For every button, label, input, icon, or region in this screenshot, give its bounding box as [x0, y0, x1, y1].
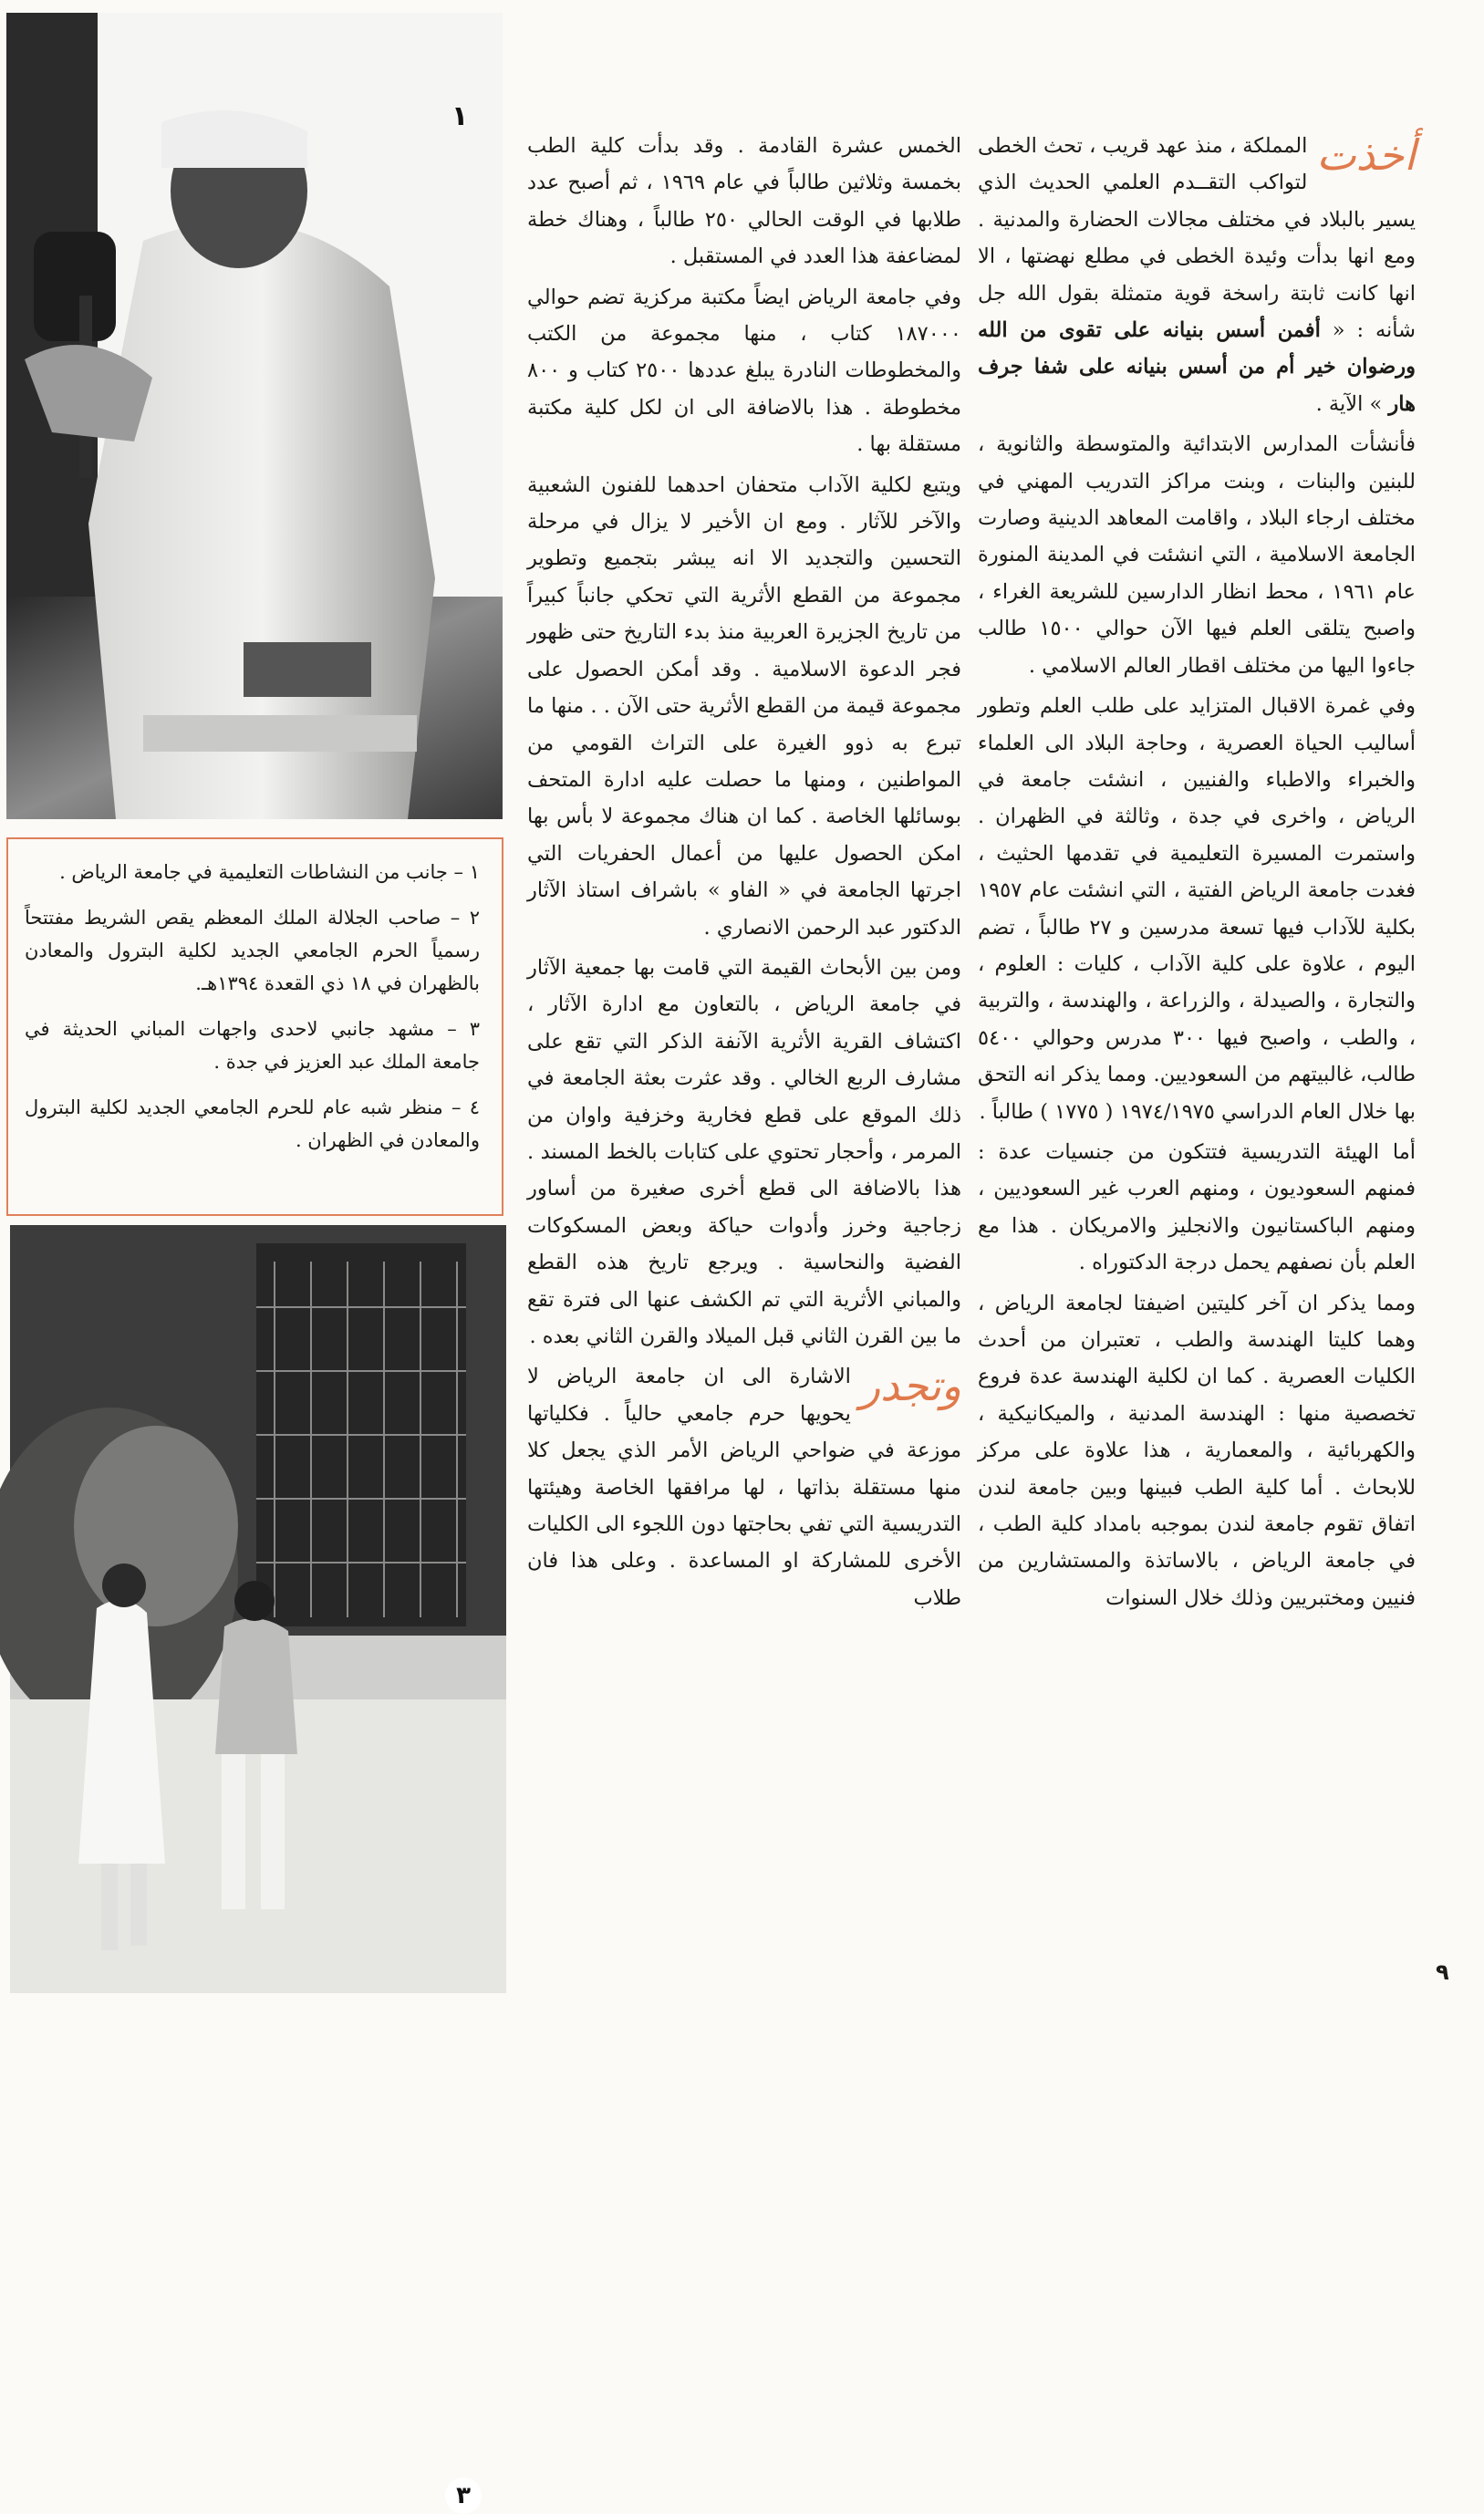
lab-photo [6, 13, 503, 819]
caption-2: ٢ – صاحب الجلالة الملك المعظم يقص الشريط مفتتحاً رسمياً الحرم الجامعي الجديد لكلية البترول والمعادن بالظهران في ١٨ ذي القعدة ١٣٩٤هـ. [25, 907, 480, 994]
photo-number-3: ٣ [445, 2478, 482, 2514]
article-column-right [978, 128, 1416, 1879]
paragraph-4: أما الهيئة التدريسية فتتكون من جنسيات عدة : فمنهم السعوديون ، ومنهم العرب غير السعوديين ، ومنهم الباكستانيون والانجليز والامريكان . هذا مع العلم بأن نصفهم يحمل درجة الدكتوراه . [978, 1139, 1416, 1275]
paragraph-5: ومما يذكر ان آخر كليتين اضيفتا لجامعة الرياض ، وهما كليتا الهندسة والطب ، تعتبران من أحدث الكليات العصرية . كما ان لكلية الهندسة عدة فروع تخصصية منها : الهندسة المدنية ، والميكانيكية ، والكهربائية ، والمعمارية ، هذا علاوة على مركز للابحاث . أما كلية الطب فبينها وبين جامعة لندن اتفاق تقوم جامعة لندن بموجبه بامداد كلية الطب ، في جامعة الرياض ، بالاساتذة والمستشارين من فنيين ومختبريين وذلك خلال السنوات [978, 1291, 1416, 1610]
photo-number-1: ١ [451, 100, 469, 132]
paragraph-2: فأنشأت المدارس الابتدائية والمتوسطة والثانوية ، للبنين والبنات ، وبنت مراكز التدريب المهني في مختلف ارجاء البلاد ، واقامت المعاهد الدينية وصارت الجامعة الاسلامية ، التي انشئت في المدينة المنورة عام ١٩٦١ ، محط انظار الدارسين للشريعة الغراء ، واصبح يتلقى العلم فيها الآن حوالي ١٥٠٠ طالب جاءوا اليها من مختلف اقطار العالم الاسلامي . [978, 432, 1416, 678]
paragraph-1 [978, 128, 1416, 422]
dropcap-word: أخذت [1316, 130, 1416, 180]
quran-quote: أفمن أسس بنيانه على تقوى من الله ورضوان خير أم من أسس بنيانه على شفا جرف هار [978, 318, 1416, 416]
paragraph-10-text: الاشارة الى ان جامعة الرياض لا يحويها حرم جامعي حالياً . فكلياتها موزعة في ضواحي الرياض الأمر الذي يجعل كلا منها مستقلة بذاتها ، لها مرافقها الخاصة وهيئتها التدريسية التي تفي بحاجتها دون اللجوء الى الكليات الأخرى للمشاركة او المساعدة . وعلى هذا فان طلاب [527, 1365, 961, 1610]
article-column-left [527, 128, 961, 1888]
paragraph-3: وفي غمرة الاقبال المتزايد على طلب العلم وتطور أساليب الحياة العصرية ، وحاجة البلاد الى العلماء والخبراء والاطباء والفنيين ، انشئت جامعة في الرياض ، واخرى في جدة ، وثالثة في الظهران . واستمرت المسيرة التعليمية في تقدمها الحثيث ، فغدت جامعة الرياض الفتية ، التي انشئت عام ١٩٥٧ بكلية للآداب فيها تسعة مدرسين و ٢٧ طالباً ، تضم اليوم ، علاوة على كلية الآداب ، كليات : العلوم ، والتجارة ، والصيدلة ، والزراعة ، والهندسة ، والتربية ، والطب ، واصبح فيها ٣٠٠ مدرس وحوالي ٥٤٠٠ طالب، غالبيتهم من السعوديين. ومما يذكر انه التحق بها خلال العام الدراسي ١٩٧٤/١٩٧٥ ( ١٧٧٥ ) طالباً . [978, 694, 1416, 1124]
caption-4: ٤ – منظر شبه عام للحرم الجامعي الجديد لكلية البترول والمعادن في الظهران . [25, 1096, 480, 1151]
campus-photo-image [10, 1225, 506, 1993]
caption-1: ١ – جانب من النشاطات التعليمية في جامعة الرياض . [59, 861, 480, 883]
paragraph-6: الخمس عشرة القادمة . وقد بدأت كلية الطب بخمسة وثلاثين طالباً في عام ١٩٦٩ ، ثم أصبح عدد طلابها في الوقت الحالي ٢٥٠ طالباً ، وهناك خطة لمضاعفة هذا العدد في المستقبل . [527, 134, 961, 269]
caption-3: ٣ – مشهد جانبي لاحدى واجهات المباني الحديثة في جامعة الملك عبد العزيز في جدة . [25, 1018, 480, 1073]
lab-photo-image [6, 13, 503, 819]
intro-text: المملكة ، منذ عهد قريب ، تحث الخطى لتواكب التقــدم العلمي الحديث الذي يسير بالبلاد في مختلف مجالات الحضارة والمدنية . ومع انها بدأت وئيدة الخطى في مطلع نهضتها ، الا انها كانت ثابتة راسخة قوية متمثلة بقول الله جل شأنه : « [978, 134, 1416, 343]
paragraph-9: ومن بين الأبحاث القيمة التي قامت بها جمعية الآثار في جامعة الرياض ، بالتعاون مع ادارة الآثار ، اكتشاف القرية الأثرية الآنفة الذكر التي تقع على مشارف الربع الخالي . وقد عثرت بعثة الجامعة في ذلك الموقع على قطع فخارية وخزفية واوان من المرمر ، وأحجار تحتوي على كتابات بالخط المسند . هذا بالاضافة الى قطع أخرى صغيرة من أساور زجاجية وخرز وأدوات حياكة وبعض المسكوكات الفضية والنحاسية . ويرجع تاريخ هذه القطع والمباني الأثرية التي تم الكشف عنها الى فترة تقع ما بين القرن الثاني قبل الميلاد والقرن الثاني بعده . [527, 955, 961, 1348]
dropcap-word-2: وتجدر [859, 1361, 961, 1411]
quote-end: » الآية . [1315, 391, 1383, 416]
paragraph-10 [527, 1358, 961, 1616]
page-number: ٩ [1436, 1959, 1449, 1985]
photo-captions [6, 837, 503, 1216]
campus-photo [10, 1225, 506, 2509]
paragraph-7: وفي جامعة الرياض ايضاً مكتبة مركزية تضم حوالي ١٨٧٠٠٠ كتاب ، منها مجموعة من الكتب والمخطوطات النادرة يبلغ عددها ٢٥٠٠ كتاب و ٨٠٠ مخطوطة . هذا بالاضافة الى ان لكل كلية مكتبة مستقلة بها . [527, 285, 961, 457]
paragraph-8: ويتبع لكلية الآداب متحفان احدهما للفنون الشعبية والآخر للآثار . ومع ان الأخير لا يزال في مرحلة التحسين والتجديد الا انه يبشر بتجميع وتطوير مجموعة من القطع الأثرية التي تحكي جانباً كبيراً من تاريخ الجزيرة العربية منذ بدء التاريخ حتى ظهور فجر الدعوة الاسلامية . وقد أمكن الحصول على مجموعة قيمة من القطع الأثرية حتى الآن . . منها ما تبرع به ذوو الغيرة على التراث القومي من المواطنين ، ومنها ما حصلت عليه ادارة المتحف بوسائلها الخاصة . كما ان هناك مجموعة لا بأس بها امكن الحصول عليها من أعمال الحفريات التي اجرتها الجامعة في « الفاو » باشراف استاذ الآثار الدكتور عبد الرحمن الانصاري . [527, 473, 961, 940]
